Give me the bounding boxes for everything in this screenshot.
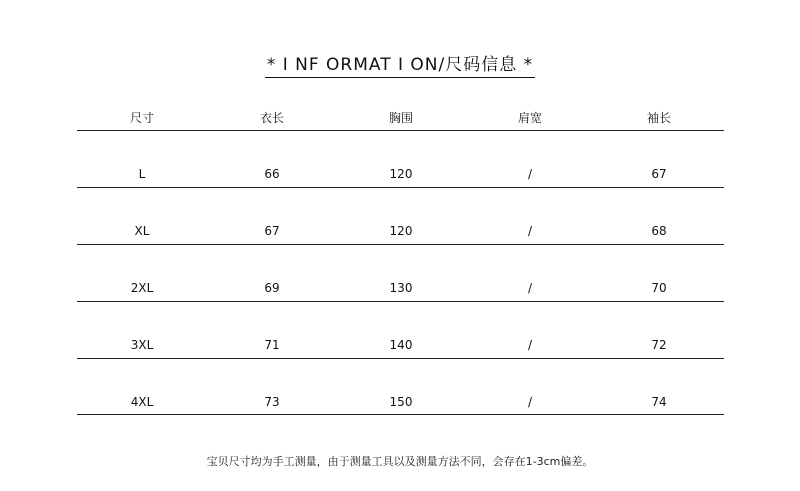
cell-chest: 120: [389, 224, 413, 238]
row-divider: [77, 187, 724, 188]
cell-length: 66: [264, 167, 280, 181]
cell-shoulder: /: [527, 395, 533, 409]
cell-sleeve: 68: [651, 224, 667, 238]
header-shoulder: 肩宽: [517, 111, 542, 125]
cell-length: 71: [264, 338, 280, 352]
cell-sleeve: 72: [651, 338, 667, 352]
page-title: [0, 50, 800, 75]
header-size: 尺寸: [129, 111, 154, 125]
cell-size: 4XL: [130, 395, 154, 409]
header-length: 衣长: [259, 111, 284, 125]
title-text: * I NF ORMAT I ON/尺码信息 *: [265, 55, 535, 78]
measurement-note: 宝贝尺寸均为手工测量，由于测量工具以及测量方法不同，会存在1-3cm偏差。: [206, 455, 594, 468]
cell-size: XL: [134, 224, 150, 238]
cell-chest: 150: [389, 395, 413, 409]
cell-length: 67: [264, 224, 280, 238]
cell-chest: 140: [389, 338, 413, 352]
cell-shoulder: /: [527, 281, 533, 295]
row-divider: [77, 358, 724, 359]
cell-sleeve: 74: [651, 395, 667, 409]
cell-shoulder: /: [527, 224, 533, 238]
cell-chest: 130: [389, 281, 413, 295]
cell-length: 69: [264, 281, 280, 295]
cell-size: 3XL: [130, 338, 154, 352]
cell-shoulder: /: [527, 167, 533, 181]
row-divider: [77, 244, 724, 245]
cell-length: 73: [264, 395, 280, 409]
row-divider: [77, 301, 724, 302]
cell-size: 2XL: [130, 281, 154, 295]
row-divider: [77, 414, 724, 415]
header-divider: [77, 130, 724, 131]
cell-shoulder: /: [527, 338, 533, 352]
cell-size: L: [138, 167, 146, 181]
cell-chest: 120: [389, 167, 413, 181]
cell-sleeve: 67: [651, 167, 667, 181]
header-sleeve: 袖长: [646, 111, 671, 125]
cell-sleeve: 70: [651, 281, 667, 295]
header-chest: 胸围: [388, 111, 413, 125]
